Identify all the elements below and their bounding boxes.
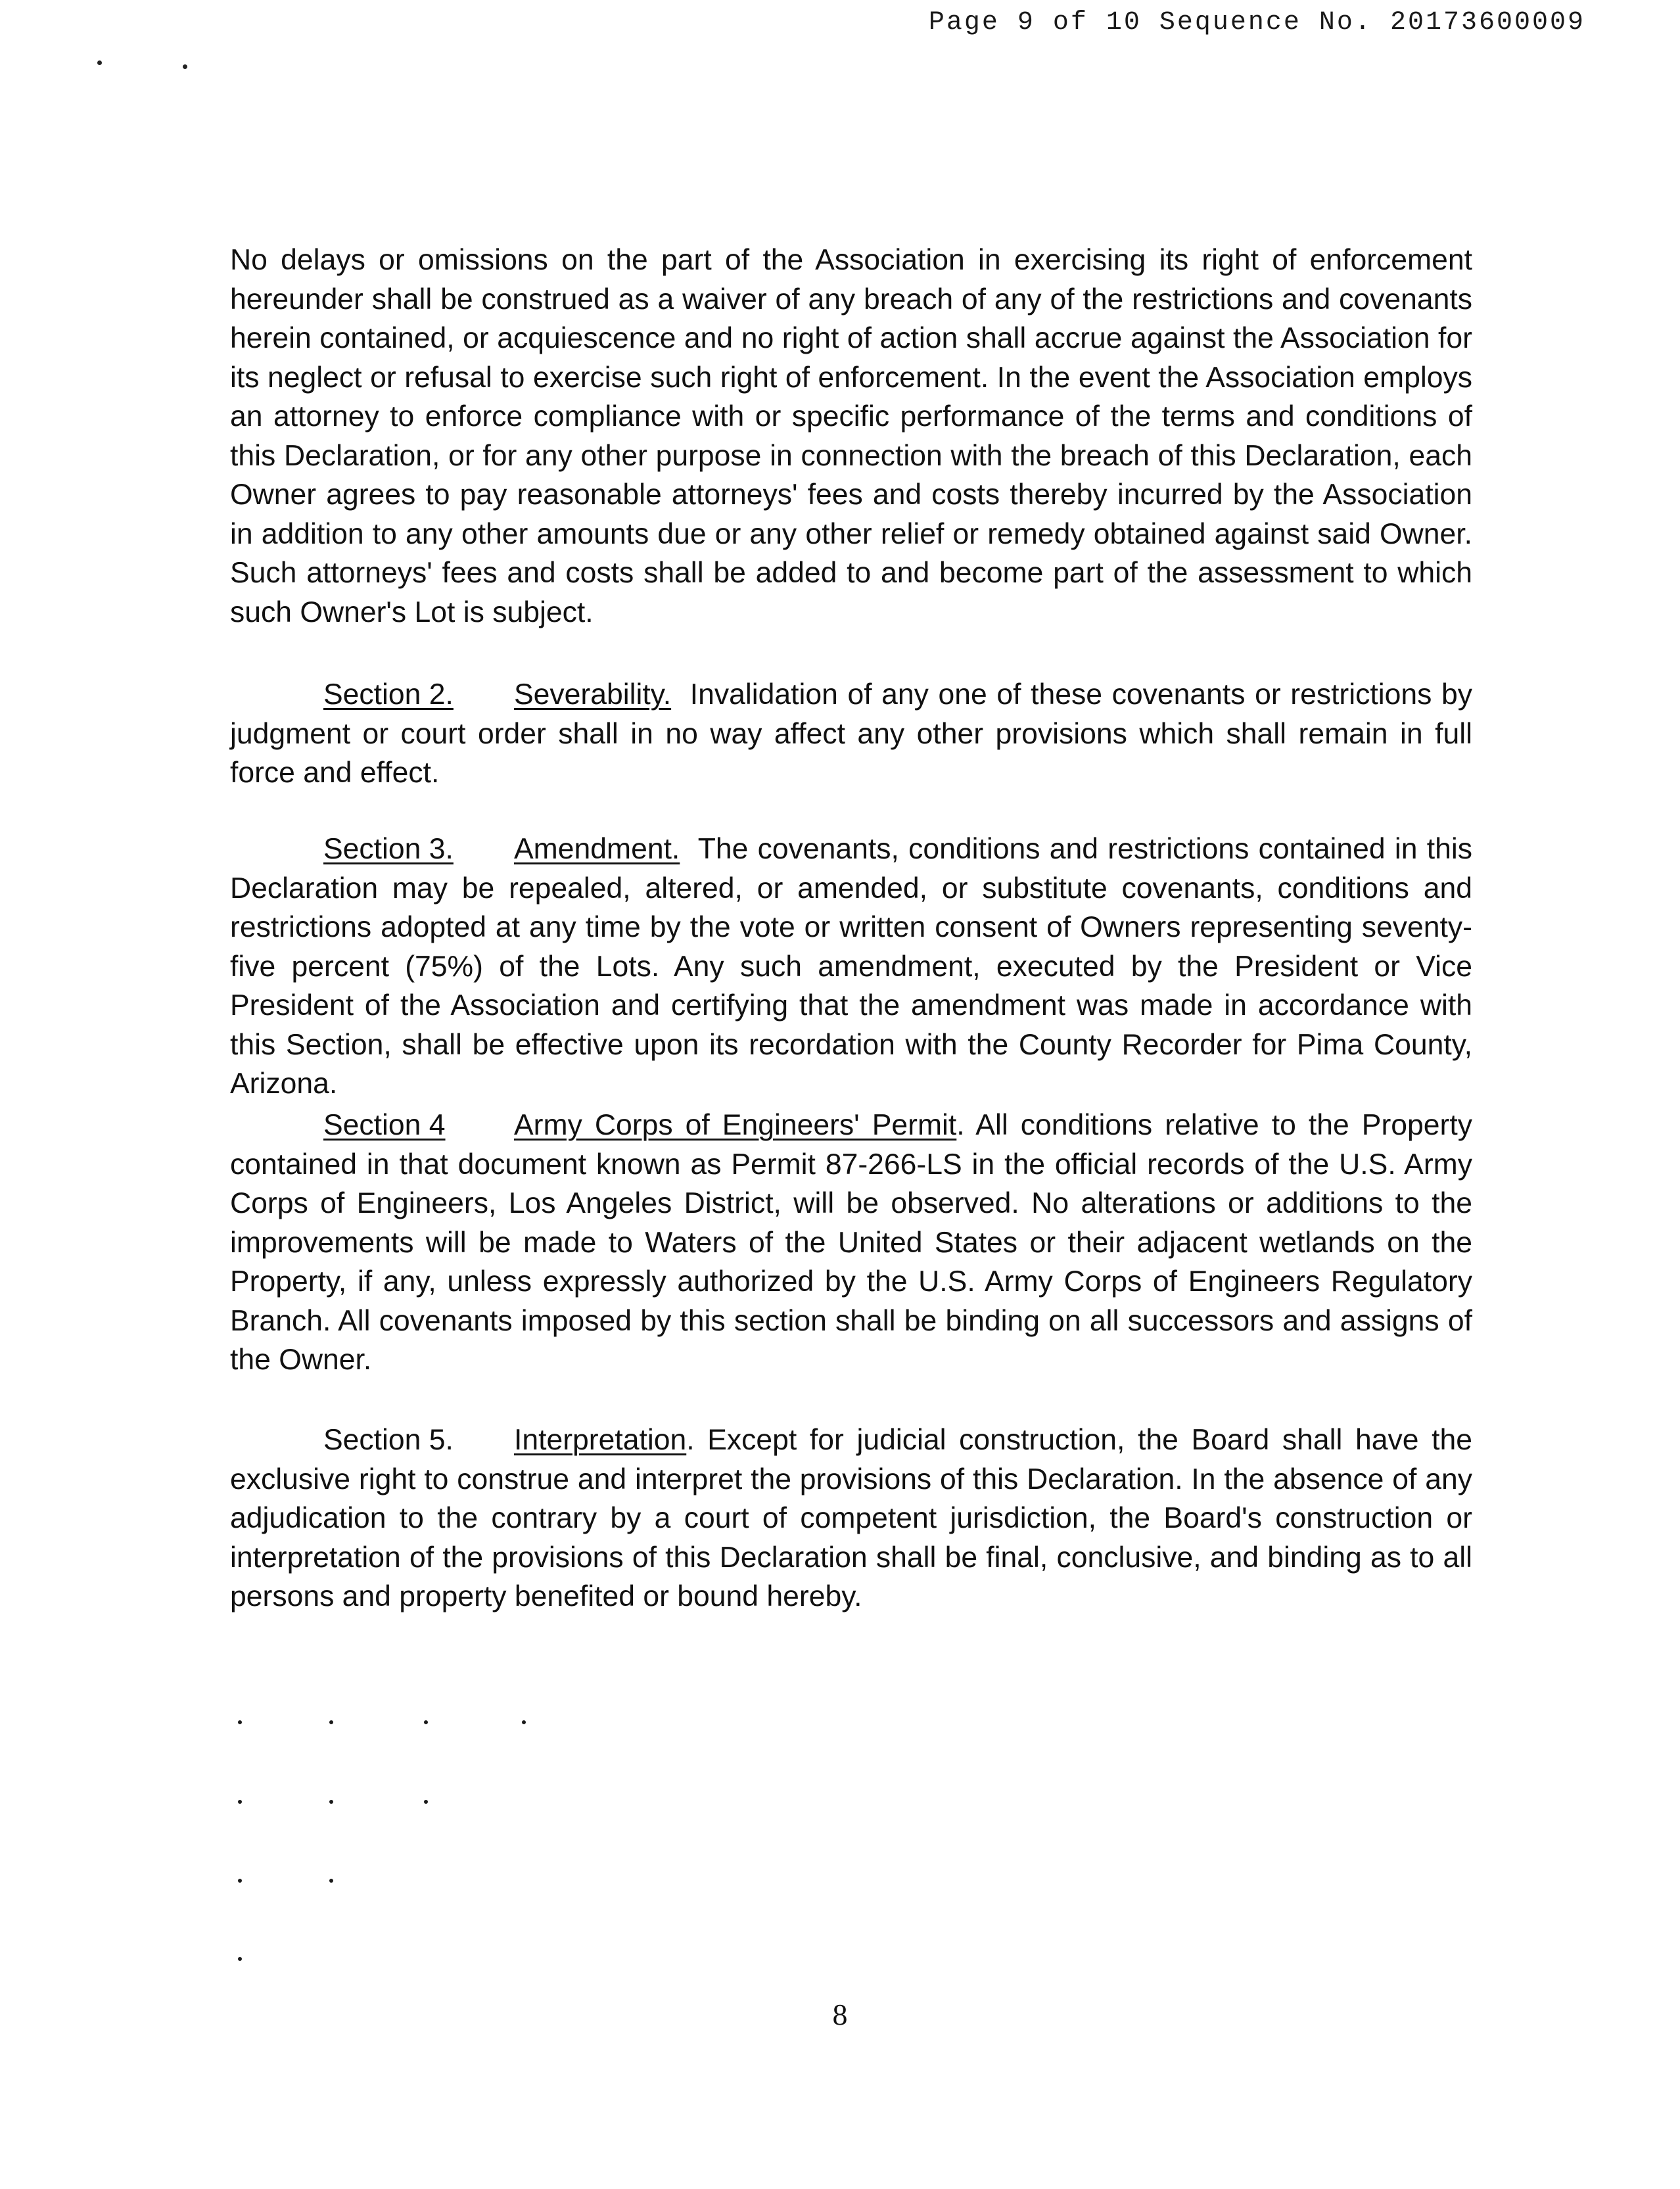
leader-dot xyxy=(238,1720,242,1724)
section-title: Amendment. xyxy=(514,833,680,865)
section-number: Section 4 xyxy=(323,1109,446,1141)
section-number: Section 2. xyxy=(323,678,454,711)
section-text: Invalidation of any one of these covenants or restrictions by judgment or court order shall in no way affect any other provisions which shall remain in full force and effect. xyxy=(230,678,1472,789)
section-title: Interpretation xyxy=(514,1424,687,1456)
section-5-interpretation xyxy=(230,1421,1472,1616)
scan-speck xyxy=(97,60,102,65)
leader-dot xyxy=(238,1879,242,1883)
section-text: The covenants, conditions and restrictions contained in this Declaration may be repealed, altered, or amended, or substitute covenants, conditions and restrictions adopted at any time by the vote or written consent of Owners representing seventy-five percent (75%) of the Lots. Any such amendment, executed by the President or Vice President of the Association and certifying that the amendment was made in accordance with this Section, shall be effective upon its recordation with the County Recorder for Pima County, Arizona. xyxy=(230,833,1472,1100)
leader-dot xyxy=(329,1800,333,1804)
leader-dot xyxy=(424,1720,428,1724)
recording-stamp: Page 9 of 10 Sequence No. 20173600009 xyxy=(928,8,1585,37)
leader-dot xyxy=(424,1800,428,1804)
section-number: Section 5. xyxy=(323,1424,454,1456)
leader-dot xyxy=(238,1800,242,1804)
section-text: All conditions relative to the Property contained in that document known as Permit 87-266-LS in the official records of the U.S. Army Corps of Engineers, Los Angeles District, will be observed. No alterations or additions to the improvements will be made to Waters of the United States or their adjacent wetlands on the Property, if any, unless expressly authorized by the U.S. Army Corps of Engineers Regulatory Branch. All covenants imposed by this section shall be binding on all successors and assigns of the Owner. xyxy=(230,1109,1472,1376)
leader-dot xyxy=(522,1720,526,1724)
section-title: Severability. xyxy=(514,678,672,711)
page-number: 8 xyxy=(832,1998,848,2031)
section-title-punct: . xyxy=(686,1424,695,1456)
leader-dot xyxy=(329,1879,333,1883)
enforcement-paragraph: No delays or omissions on the part of the Association in exercising its right of enforcement hereunder shall be construed as a waiver of any breach of any of the restrictions and covenants herein contained, or acquiescence and no right of action shall accrue against the Association for its neglect or refusal to exercise such right of enforcement. In the event the Association employs an attorney to enforce compliance with or specific performance of the terms and conditions of this Declaration, or for any other purpose in connection with the breach of this Declaration, each Owner agrees to pay reasonable attorneys' fees and costs thereby incurred by the Association in addition to any other amounts due or any other relief or remedy obtained against said Owner. Such attorneys' fees and costs shall be added to and become part of the assessment to which such Owner's Lot is subject. xyxy=(230,244,1472,628)
leader-dot xyxy=(238,1957,242,1961)
section-3-amendment xyxy=(230,830,1472,1104)
section-4-army-corps-permit xyxy=(230,1106,1472,1380)
scan-speck xyxy=(183,64,187,69)
leader-dot xyxy=(329,1720,333,1724)
section-text: Except for judicial construction, the Board shall have the exclusive right to construe and interpret the provisions of this Declaration. In the absence of any adjudication to the contrary by a court of competent jurisdiction, the Board's construction or interpretation of the provisions of this Declaration shall be final, conclusive, and binding as to all persons and property benefited or bound hereby. xyxy=(230,1424,1472,1612)
section-title: Army Corps of Engineers' Permit xyxy=(514,1109,957,1141)
section-title-punct: . xyxy=(956,1109,965,1141)
section-number: Section 3. xyxy=(323,833,454,865)
section-2-severability xyxy=(230,675,1472,793)
